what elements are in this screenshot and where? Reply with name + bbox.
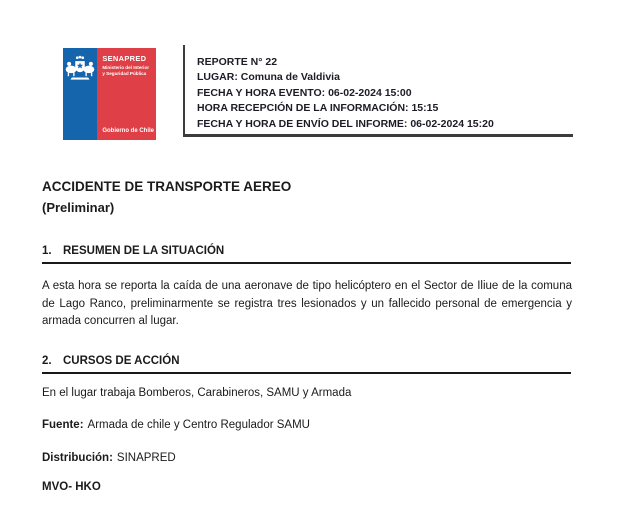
section-heading-resumen (42, 245, 571, 264)
distribution-line (42, 451, 176, 465)
source-label: Fuente: (42, 419, 84, 431)
section-heading-cursos (42, 355, 571, 374)
action-course-line: En el lugar trabaja Bomberos, Carabineros, SAMU y Armada (42, 387, 352, 399)
logo-red-panel (97, 48, 156, 140)
header-reception-time: HORA RECEPCIÓN DE LA INFORMACIÓN: 15:15 (197, 102, 439, 115)
distribution-label: Distribución: (42, 452, 113, 464)
chile-coat-of-arms-icon (65, 55, 95, 81)
logo-ministry (102, 65, 154, 77)
logo-agency-name: SENAPRED (102, 54, 147, 63)
logo-ministry-line1: Ministerio del Interior (102, 65, 150, 70)
source-line (42, 418, 310, 432)
header-event-datetime: FECHA Y HORA EVENTO: 06-02-2024 15:00 (197, 86, 412, 99)
distribution-value: SINAPRED (116, 452, 176, 464)
report-title: ACCIDENTE DE TRANSPORTE AEREO (42, 179, 292, 194)
header-location: LUGAR: Comuna de Valdivia (197, 71, 340, 84)
logo-government-label: Gobierno de Chile (102, 128, 154, 134)
section-label: CURSOS DE ACCIÓN (63, 355, 180, 367)
senapred-logo (63, 48, 156, 140)
source-value: Armada de chile y Centro Regulador SAMU (87, 419, 310, 431)
author-initials: MVO- HKO (42, 481, 101, 493)
logo-ministry-line2: y Seguridad Pública (102, 70, 147, 76)
header-report-number: REPORTE N° 22 (197, 56, 278, 68)
logo-spacer (102, 77, 154, 128)
report-header-box (183, 45, 573, 137)
report-subtitle: (Preliminar) (42, 200, 115, 215)
section-number: 2. (42, 355, 52, 367)
section-label: RESUMEN DE LA SITUACIÓN (63, 245, 225, 257)
logo-blue-panel (63, 48, 97, 140)
header-sent-datetime: FECHA Y HORA DE ENVÍO DEL INFORME: 06-02-2024 15:20 (197, 117, 494, 130)
title-block (42, 176, 291, 218)
section-number: 1. (42, 245, 52, 257)
situation-summary-paragraph: A esta hora se reporta la caída de una aeronave de tipo helicóptero en el Sector de Iliue de la comuna de Lago Ranco, preliminarmente se registra tres lesionados y un fallecido personal de emergencia y armada concurren al lugar. (42, 280, 572, 328)
